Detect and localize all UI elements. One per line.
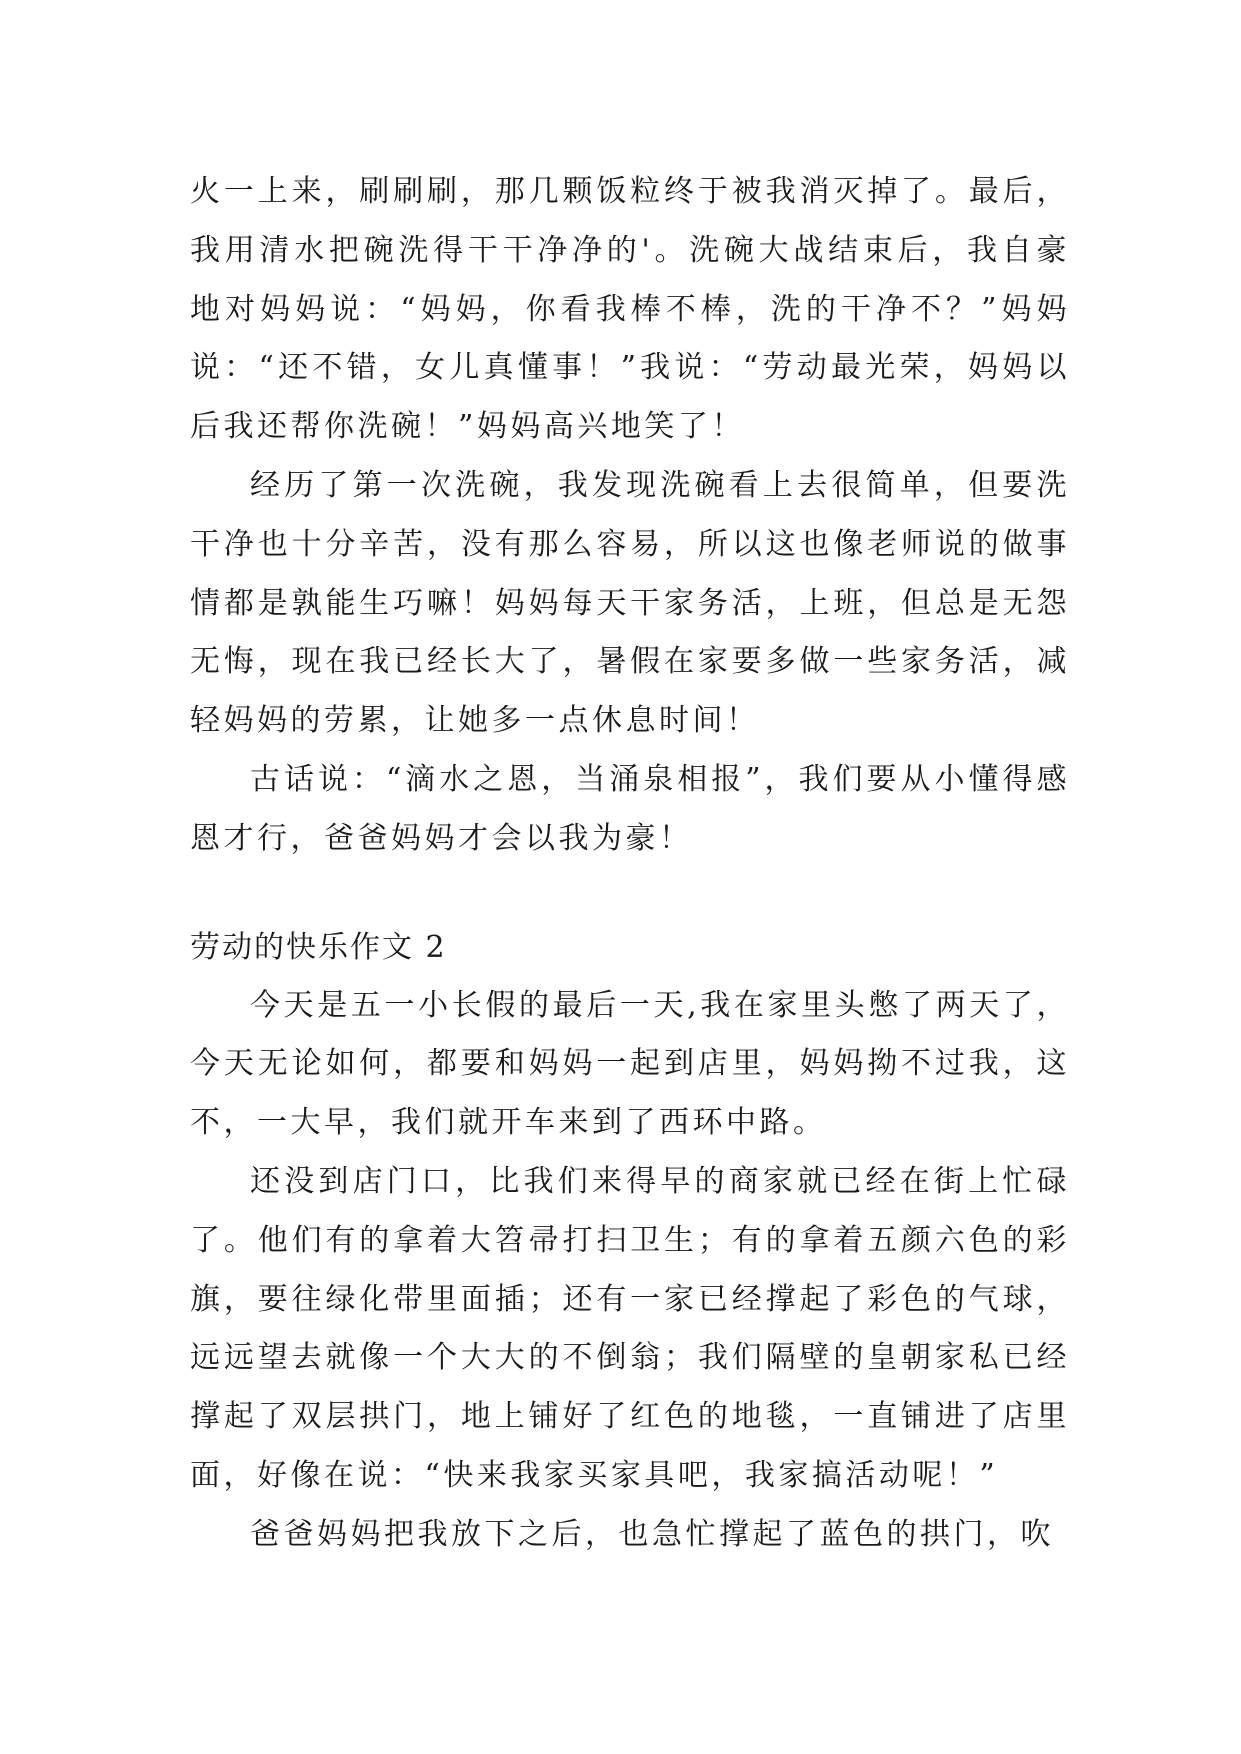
paragraph-3: 古话说：“滴水之恩，当涌泉相报”，我们要从小懂得感恩才行，爸爸妈妈才会以我为豪！ — [190, 761, 1070, 856]
document-page — [190, 163, 1070, 1565]
paragraph-2: 经历了第一次洗碗，我发现洗碗看上去很简单，但要洗干净也十分辛苦，没有那么容易，所以这也像老师说的做事情都是孰能生巧嘛！妈妈每天干家务活，上班，但总是无怨无悔，现在我已经长大了，暑假在家要多做一些家务活，减轻妈妈的劳累，让她多一点休息时间！ — [190, 467, 1070, 739]
paragraph-4: 今天是五一小长假的最后一天,我在家里头憋了两天了，今天无论如何，都要和妈妈一起到店里，妈妈拗不过我，这不，一大早，我们就开车来到了西环中路。 — [190, 987, 1070, 1141]
paragraph-5: 还没到店门口，比我们来得早的商家就已经在街上忙碌了。他们有的拿着大笤帚打扫卫生；有的拿着五颜六色的彩旗，要往绿化带里面插；还有一家已经撑起了彩色的气球，远远望去就像一个大大的不倒翁；我们隔壁的皇朝家私已经撑起了双层拱门，地上铺好了红色的地毯，一直铺进了店里面，好像在说：“快来我家买家具吧，我家搞活动呢！” — [190, 1163, 1070, 1493]
essay-title: 劳动的快乐作文 2 — [190, 929, 447, 965]
paragraph-6: 爸爸妈妈把我放下之后，也急忙撑起了蓝色的拱门，吹 — [250, 1516, 1054, 1552]
paragraph-1: 火一上来，刷刷刷，那几颗饭粒终于被我消灭掉了。最后，我用清水把碗洗得干干净净的'。洗碗大战结束后，我自豪地对妈妈说：“妈妈，你看我棒不棒，洗的干净不？”妈妈说：“还不错，女儿真懂事！”我说：“劳动最光荣，妈妈以后我还帮你洗碗！”妈妈高兴地笑了！ — [190, 174, 1070, 445]
